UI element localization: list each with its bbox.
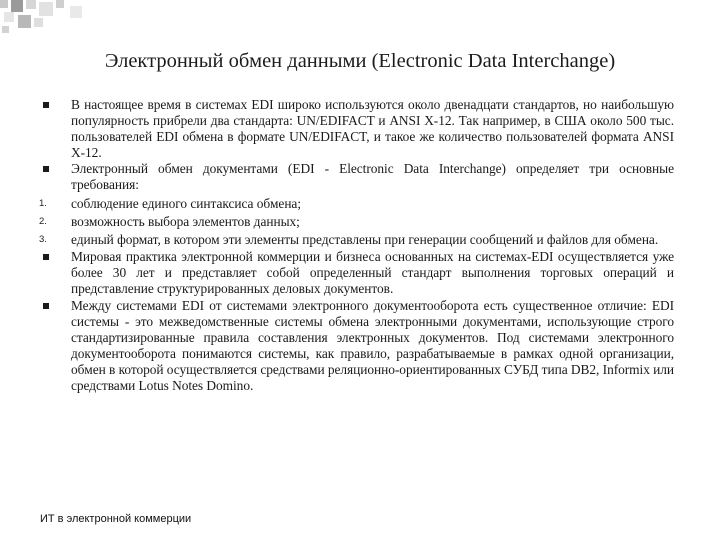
list-number: 3. (39, 234, 47, 245)
deco-square (18, 15, 31, 28)
deco-square (2, 26, 9, 33)
list-item-text: соблюдение единого синтаксиса обмена; (71, 196, 302, 211)
list-item-text: возможность выбора элементов данных; (71, 214, 300, 229)
list-number: 1. (39, 198, 47, 209)
list-item (38, 161, 674, 193)
square-bullet-icon (43, 303, 49, 309)
deco-square (34, 18, 43, 27)
list-item (38, 196, 674, 212)
deco-square (4, 12, 14, 22)
list-item (38, 214, 674, 230)
list-item (38, 232, 674, 248)
deco-square (11, 0, 23, 12)
deco-square (26, 0, 36, 9)
slide-title: Электронный обмен данными (Electronic Data Interchange) (104, 50, 616, 72)
slide-footer: ИТ в электронной коммерции (40, 513, 192, 525)
deco-square (0, 0, 8, 8)
square-bullet-icon (43, 166, 49, 172)
deco-square (39, 2, 53, 16)
list-item-text: Мировая практика электронной коммерции и бизнеса основанных на системах-EDI осуществляется уже более 30 лет и представляет собой определенный стандарт выполнения торговых операций и представление структурированных деловых документов. (71, 249, 674, 296)
list-item (38, 249, 674, 297)
list-number: 2. (39, 216, 47, 227)
list-item (38, 298, 674, 394)
corner-decoration-squares (0, 0, 720, 40)
list-item-text: единый формат, в котором эти элементы представлены при генерации сообщений и файлов для обмена. (71, 232, 659, 247)
square-bullet-icon (43, 102, 49, 108)
deco-square (56, 0, 64, 8)
deco-square (70, 6, 82, 18)
list-item-text: В настоящее время в системах EDI широко используются около двенадцати стандартов, но наибольшую популярность прибрели два стандарта: UN/EDIFACT и ANSI X-12. Так например, в США около 500 тыс. пользователей EDI обмена в формате UN/EDIFACT, и такое же количество пользователей формата ANSI X-12. (71, 97, 674, 160)
bullet-list (38, 97, 674, 394)
list-item-text: Между системами EDI от системами электронного документооборота есть существенное отличие: EDI системы - это межведомственные системы обмена электронными документами, использующие строго стандартизированные правила составления электронных документов. Под системами электронного документооборота понимаются системы, как правило, разрабатываемые в рамках одной организации, обмен в которой осуществляется средствами реляционно-ориентированных СУБД типа DB2, Informix или средствами Lotus Notes Domino. (71, 298, 675, 393)
list-item-text: Электронный обмен документами (EDI - Electronic Data Interchange) определяет три основные требования: (71, 161, 674, 192)
square-bullet-icon (43, 254, 49, 260)
list-item (38, 97, 674, 161)
